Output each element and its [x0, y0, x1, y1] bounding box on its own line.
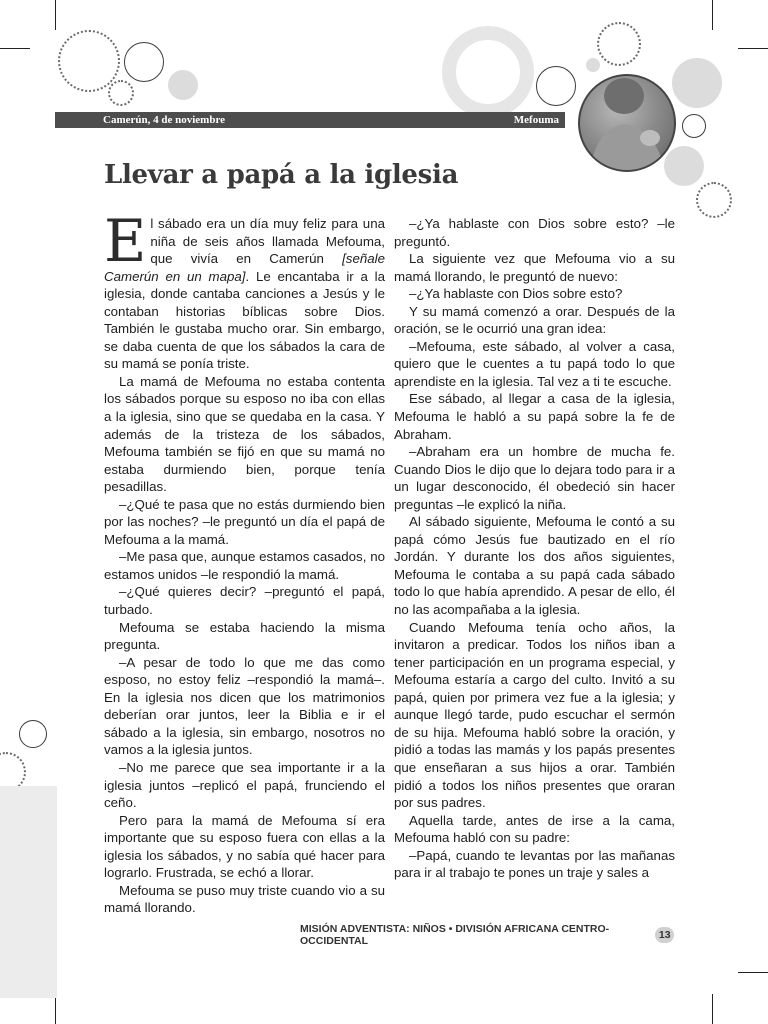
decorative-circle — [124, 42, 164, 82]
teacher-instruction: [señale Camerún en un mapa] — [104, 251, 385, 284]
paragraph: Cuando Mefouma tenía ocho años, la invitaron a predicar. Todos los niños iban a tener participación en un programa especial, y Mefouma estaría a cargo del culto. Invitó a su papá, quien por primera vez fue a la iglesia; y aunque llegó tarde, pudo escuchar el sermón de su hija. Mefouma habló sobre la oración, y pidió a todas las mamás y los papás presentes que enseñaran a sus hijos a orar. También pidió a todos los niños presentes que oraran por sus padres. — [394, 619, 675, 811]
paragraph: La siguiente vez que Mefouma vio a su mamá llorando, le preguntó de nuevo: — [394, 251, 675, 284]
crop-mark — [712, 0, 713, 30]
paragraph: –¿Ya hablaste con Dios sobre esto? — [409, 286, 623, 302]
article-title: Llevar a papá a la iglesia — [104, 160, 459, 190]
paragraph: –Mefouma, este sábado, al volver a casa, quiero que le cuentes a tu papá todo lo que aprendiste en la iglesia. Tal vez a ti te escuche. — [394, 338, 675, 389]
decorative-circle — [664, 146, 704, 186]
child-photo — [578, 74, 676, 172]
header-name: Mefouma — [513, 114, 559, 126]
paragraph: –¿Qué quieres decir? –preguntó el papá, turbado. — [104, 584, 385, 618]
page-number: 13 — [655, 927, 674, 943]
decorative-circle — [442, 26, 534, 118]
decorative-circle — [19, 720, 47, 748]
paragraph: Al sábado siguiente, Mefouma le contó a su papá cómo Jesús fue bautizado en el río Jordán. Y durante los dos años siguientes, Mefouma le contaba a su papá cada sábado todo lo que había aprendido. A pesar de ello, él no las acompañaba a la iglesia. — [394, 514, 675, 618]
paragraph: –¿Ya hablaste con Dios sobre esto? –le preguntó. — [394, 216, 675, 249]
decorative-circle — [58, 30, 120, 92]
footer-text: MISIÓN ADVENTISTA: NIÑOS • DIVISIÓN AFRICANA CENTRO-OCCIDENTAL — [300, 923, 610, 947]
paragraph: –Me pasa que, aunque estamos casados, no estamos unidos –le respondió la mamá. — [104, 549, 385, 582]
right-column — [394, 215, 675, 882]
left-column — [104, 207, 385, 917]
paragraph: La mamá de Mefouma no estaba contenta los sábados porque su esposo no iba con ellas a la iglesia, sino que se quedaba en la casa. Y además de la tristeza de los sábados, Mefouma también se fijó en que su mamá no estaba durmiendo bien, porque tenía pesadillas. — [104, 373, 385, 495]
paragraph: Ese sábado, al llegar a casa de la iglesia, Mefouma le habló a su papá sobre la fe de Abraham. — [394, 391, 675, 442]
crop-mark — [738, 972, 768, 973]
crop-mark — [738, 48, 768, 49]
decorative-circle — [672, 58, 722, 108]
paragraph: –¿Qué te pasa que no estás durmiendo bien por las noches? –le preguntó un día el papá de Mefouma a la mamá. — [104, 496, 385, 547]
paragraph: Mefouma se estaba haciendo la misma pregunta. — [104, 619, 385, 653]
margin-strip — [0, 786, 57, 998]
paragraph: Mefouma se puso muy triste cuando vio a su mamá llorando. — [104, 882, 385, 916]
header-location-date: Camerún, 4 de noviembre — [103, 114, 226, 126]
paragraph: –No me parece que sea importante ir a la iglesia juntos –replicó el papá, frunciendo el ceño. — [104, 759, 385, 811]
header-bar — [55, 112, 565, 128]
paragraph: Pero para la mamá de Mefouma sí era importante que su esposo fuera con ellas a la iglesia los sábados, y no sabía qué hacer para lograrlo. Frustrada, se echó a llorar. — [104, 812, 385, 881]
decorative-circle — [536, 66, 576, 106]
paragraph: –Abraham era un hombre de mucha fe. Cuando Dios le dijo que lo dejara todo para ir a un lugar desconocido, él obedeció sin hacer preguntas –le explicó la niña. — [394, 444, 675, 512]
decorative-circle — [168, 70, 198, 100]
paragraph: –Papá, cuando te levantas por las mañanas para ir al trabajo te pones un traje y sales a — [394, 847, 675, 881]
decorative-circle — [597, 22, 641, 66]
decorative-circle — [586, 58, 600, 72]
drop-cap: E — [104, 207, 147, 275]
page-footer — [300, 923, 674, 947]
paragraph: Aquella tarde, antes de irse a la cama, Mefouma habló con su padre: — [394, 812, 675, 846]
paragraph: Y su mamá comenzó a orar. Después de la oración, se le ocurrió una gran idea: — [394, 303, 675, 337]
decorative-circle — [108, 80, 134, 106]
paragraph: –A pesar de todo lo que me das como esposo, no estoy feliz –respondió la mamá–. En la iglesia nos dicen que los matrimonios deberían orar juntos, leer la Biblia e ir el sábado a la iglesia, sin embargo, nosotros no vamos a la iglesia juntos. — [104, 654, 385, 758]
decorative-circle — [682, 114, 706, 138]
paragraph: El sábado era un día muy feliz para una niña de seis años llamada Mefouma, que vivía en Camerún [señale Camerún en un mapa]. Le encantaba ir a la iglesia, donde cantaba canciones a Jesús y le contaban historias bíblicas sobre Dios. También le gustaba mucho orar. Sin embargo, se daba cuenta de que los sábados la cara de su mamá se ponía triste. — [104, 207, 385, 372]
child-silhouette-icon — [580, 76, 676, 172]
crop-mark — [55, 994, 56, 1024]
crop-mark — [712, 994, 713, 1024]
decorative-circle — [696, 182, 732, 218]
crop-mark — [0, 48, 30, 49]
crop-mark — [55, 0, 56, 30]
